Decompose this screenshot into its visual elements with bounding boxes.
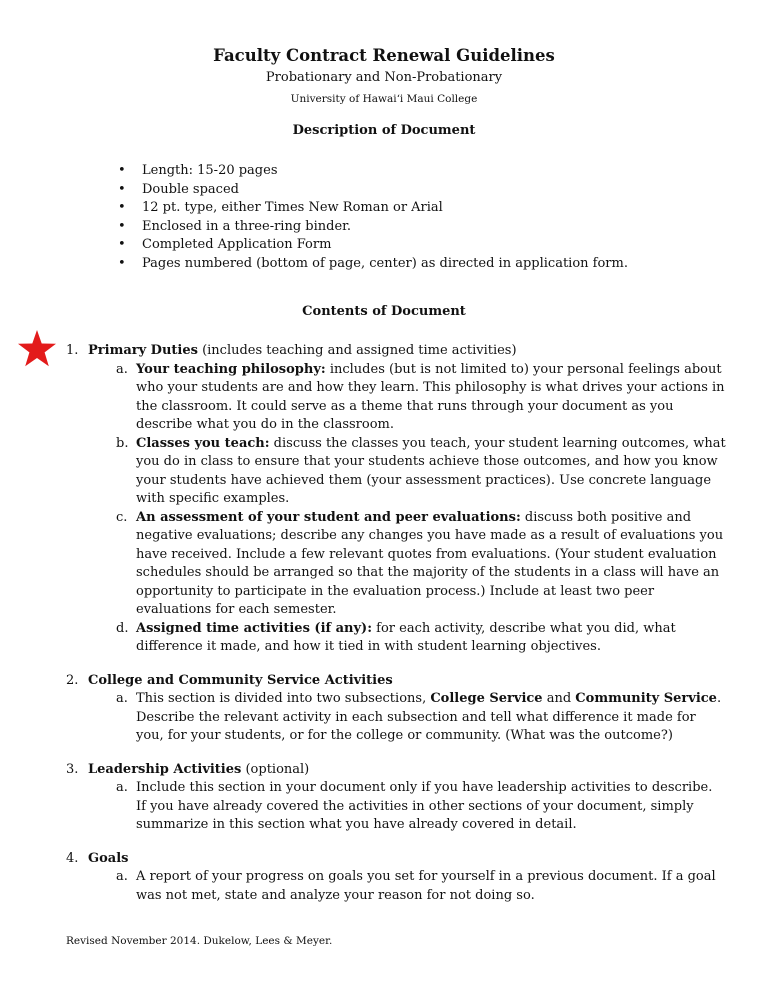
item-title: Primary Duties [88,343,198,358]
item-note: (optional) [241,761,310,777]
star-icon [17,329,57,369]
revision-footer: Revised November 2014. Dukelow, Lees & Meyer. [66,935,333,947]
institution-name: University of Hawaiʻi Maui College [290,93,478,105]
subitem-service-description: a. This section is divided into two subsections, College Service and Community Service. Describe the relevant activity in each subsection and tell what difference it made for you, for your students, or for the college or community. (What was the outcome?) [116,691,722,743]
bullet-icon: • [118,237,126,253]
contents-list [66,342,726,920]
bullet-icon: • [118,255,126,271]
bullet-icon: • [118,200,126,216]
item-number: 4. [66,850,79,866]
item-title: Leadership Activities [88,761,242,777]
item-number: 1. [66,343,79,358]
subitem-evaluations: c. An assessment of your student and peer evaluations: discuss both positive and negative evaluations; describe any changes you have made as a result of evaluations you have received. Include a few relevant quotes from evaluations. (Your student evaluation schedules should be arranged so that the majority of the students in a class will have an opportunity to participate in the evaluation process.) Include at least two peer evaluations for each semester. [116,509,724,617]
contents-heading: Contents of Document [302,304,466,319]
contents-item-primary-duties [66,342,726,657]
list-item: • Pages numbered (bottom of page, center) as directed in application form. [118,255,628,274]
list-item: • Enclosed in a three-ring binder. [118,218,628,237]
document-subtitle: Probationary and Non-Probationary [265,70,503,85]
contents-item-leadership [66,761,726,835]
item-title: College and Community Service Activities [88,672,393,688]
subitem-assigned-time: d. Assigned time activities (if any): for each activity, describe what you did, what difference it made, and how it tied in with student learning objectives. [116,620,676,654]
subitem-leadership-description: a. Include this section in your document only if you have leadership activities to describe. If you have already covered the activities in other sections of your document, simply summarize in this section what you have already covered in detail. [116,780,713,832]
contents-item-service [66,672,726,746]
list-item: • 12 pt. type, either Times New Roman or Arial [118,199,628,218]
subitem-goals-description: a. A report of your progress on goals you set for yourself in a previous document. If a goal was not met, state and analyze your reason for not doing so. [116,869,716,903]
document-title: Faculty Contract Renewal Guidelines [213,46,555,65]
list-item: • Completed Application Form [118,236,628,255]
bullet-icon: • [118,163,126,178]
item-number: 2. [66,672,79,688]
bullet-icon: • [118,181,126,197]
item-number: 3. [66,761,79,777]
bullet-icon: • [118,218,126,234]
item-title: Goals [88,850,129,866]
contents-item-goals [66,850,726,906]
subitem-teaching-philosophy: a. Your teaching philosophy: includes (but is not limited to) your personal feelings about who your students are and how they learn. This philosophy is what drives your actions in the classroom. It could serve as a theme that runs through your document as you describe what you do in the classroom. [116,361,725,432]
item-note: (includes teaching and assigned time activities) [197,343,517,358]
list-item: • Length: 15-20 pages [118,162,628,181]
subitem-classes-you-teach: b. Classes you teach: discuss the classes you teach, your student learning outcomes, what you do in class to ensure that your students achieve those outcomes, and how you know your students have achieved them (your assessment practices). Use concrete language with specific examples. [116,435,726,506]
description-list [118,162,628,274]
description-heading: Description of Document [292,123,476,138]
list-item: • Double spaced [118,181,628,200]
